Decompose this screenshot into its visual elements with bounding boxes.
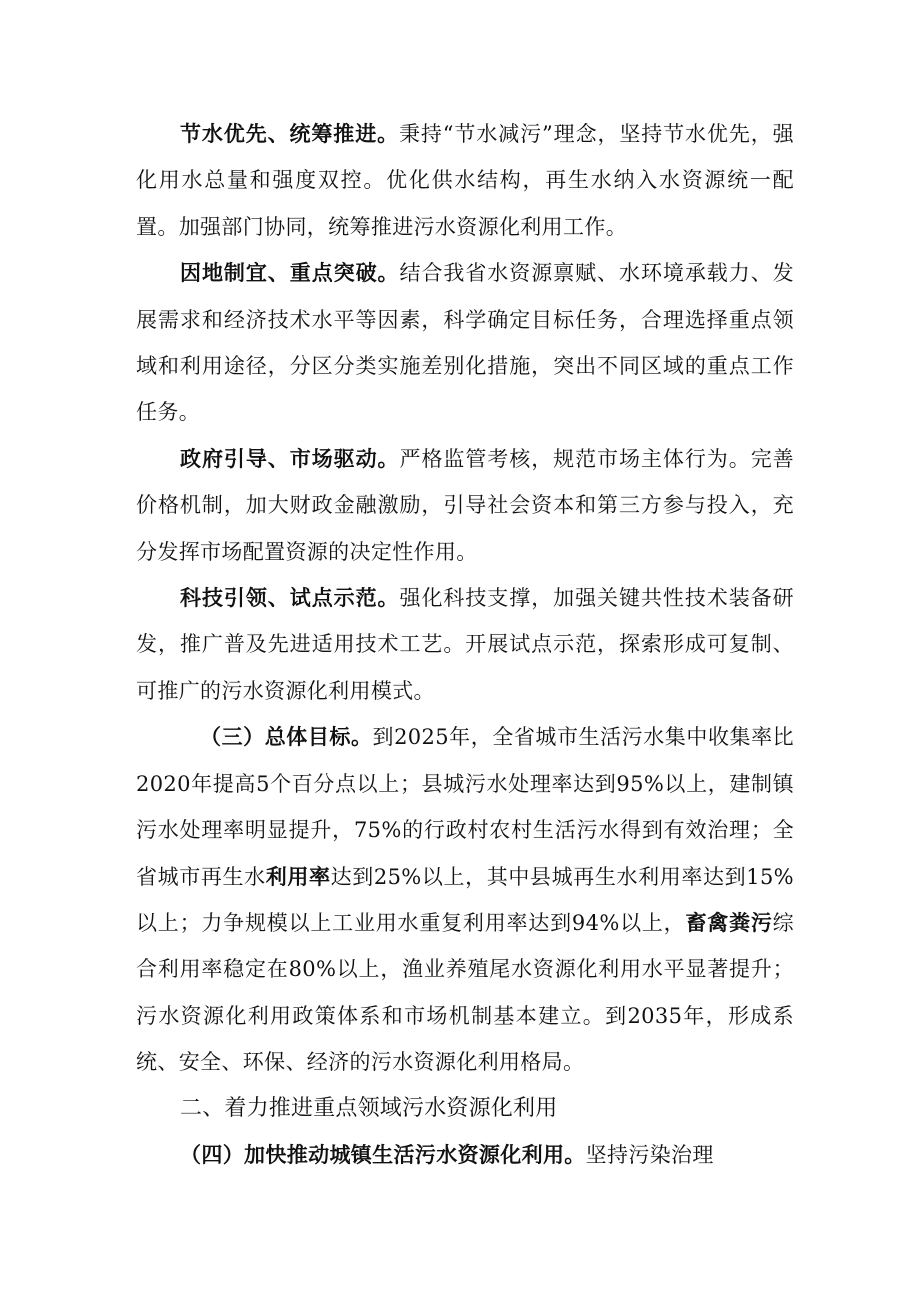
subsection-paragraph (136, 1132, 794, 1178)
principle-text-4: 强化科技支撑，加强关键共性技术装备研发，推广普及先进适用技术工艺。开展试点示范，探索形成可复制、可推广的污水资源化利用模式。 (136, 586, 794, 703)
overall-goals-emphasis-b: 畜禽粪污 (685, 910, 773, 935)
overall-goals-lead: （三）总体目标。 (200, 725, 373, 750)
overall-goals-emphasis-a: 利用率 (265, 864, 331, 889)
principle-text-2: 结合我省水资源禀赋、水环境承载力、发展需求和经济技术水平等因素，科学确定目标任务，合理选择重点领域和利用途径，分区分类实施差别化措施，突出不同区域的重点工作任务。 (136, 261, 794, 425)
principle-text-1: 秉持“节水减污”理念，坚持节水优先，强化用水总量和强度双控。优化供水结构，再生水纳入水资源统一配置。加强部门协同，统筹推进污水资源化利用工作。 (136, 122, 795, 239)
principle-lead-3: 政府引导、市场驱动。 (180, 446, 400, 471)
principle-paragraph-4 (136, 575, 794, 714)
overall-goals-paragraph (136, 714, 794, 1085)
principle-paragraph-3 (136, 436, 794, 575)
subsection-text: 坚持污染治理 (585, 1142, 714, 1167)
principle-paragraph-1 (136, 111, 794, 250)
overall-goals-text-b: 达到25%以上，其中县城再生水利用率达到15%以上；力争规模以上工业用水重复利用率达到94%以上， (136, 864, 794, 935)
principle-text-3: 严格监管考核，规范市场主体行为。完善价格机制，加大财政金融激励，引导社会资本和第三方参与投入，充分发挥市场配置资源的决定性作用。 (136, 446, 794, 564)
principle-lead-4: 科技引领、试点示范。 (180, 586, 400, 611)
overall-goals-text-a: 到2025年，全省城市生活污水集中收集率比2020年提高5个百分点以上；县城污水处理率达到95%以上，建制镇污水处理率明显提升，75%的行政村农村生活污水得到有效治理；全省城市再生水 (136, 725, 794, 889)
overall-goals-text-c: 综合利用率稳定在80%以上，渔业养殖尾水资源化利用水平显著提升；污水资源化利用政策体系和市场机制基本建立。到2035年，形成系统、安全、环保、经济的污水资源化利用格局。 (136, 910, 794, 1075)
principle-paragraph-2 (136, 250, 794, 436)
section-heading: 二、着力推进重点领域污水资源化利用 (180, 1095, 558, 1121)
principle-lead-2: 因地制宜、重点突破。 (180, 261, 400, 286)
document-body (136, 111, 794, 1178)
principle-lead-1: 节水优先、统筹推进。 (180, 122, 399, 146)
subsection-lead: （四）加快推动城镇生活污水资源化利用。 (180, 1142, 586, 1167)
